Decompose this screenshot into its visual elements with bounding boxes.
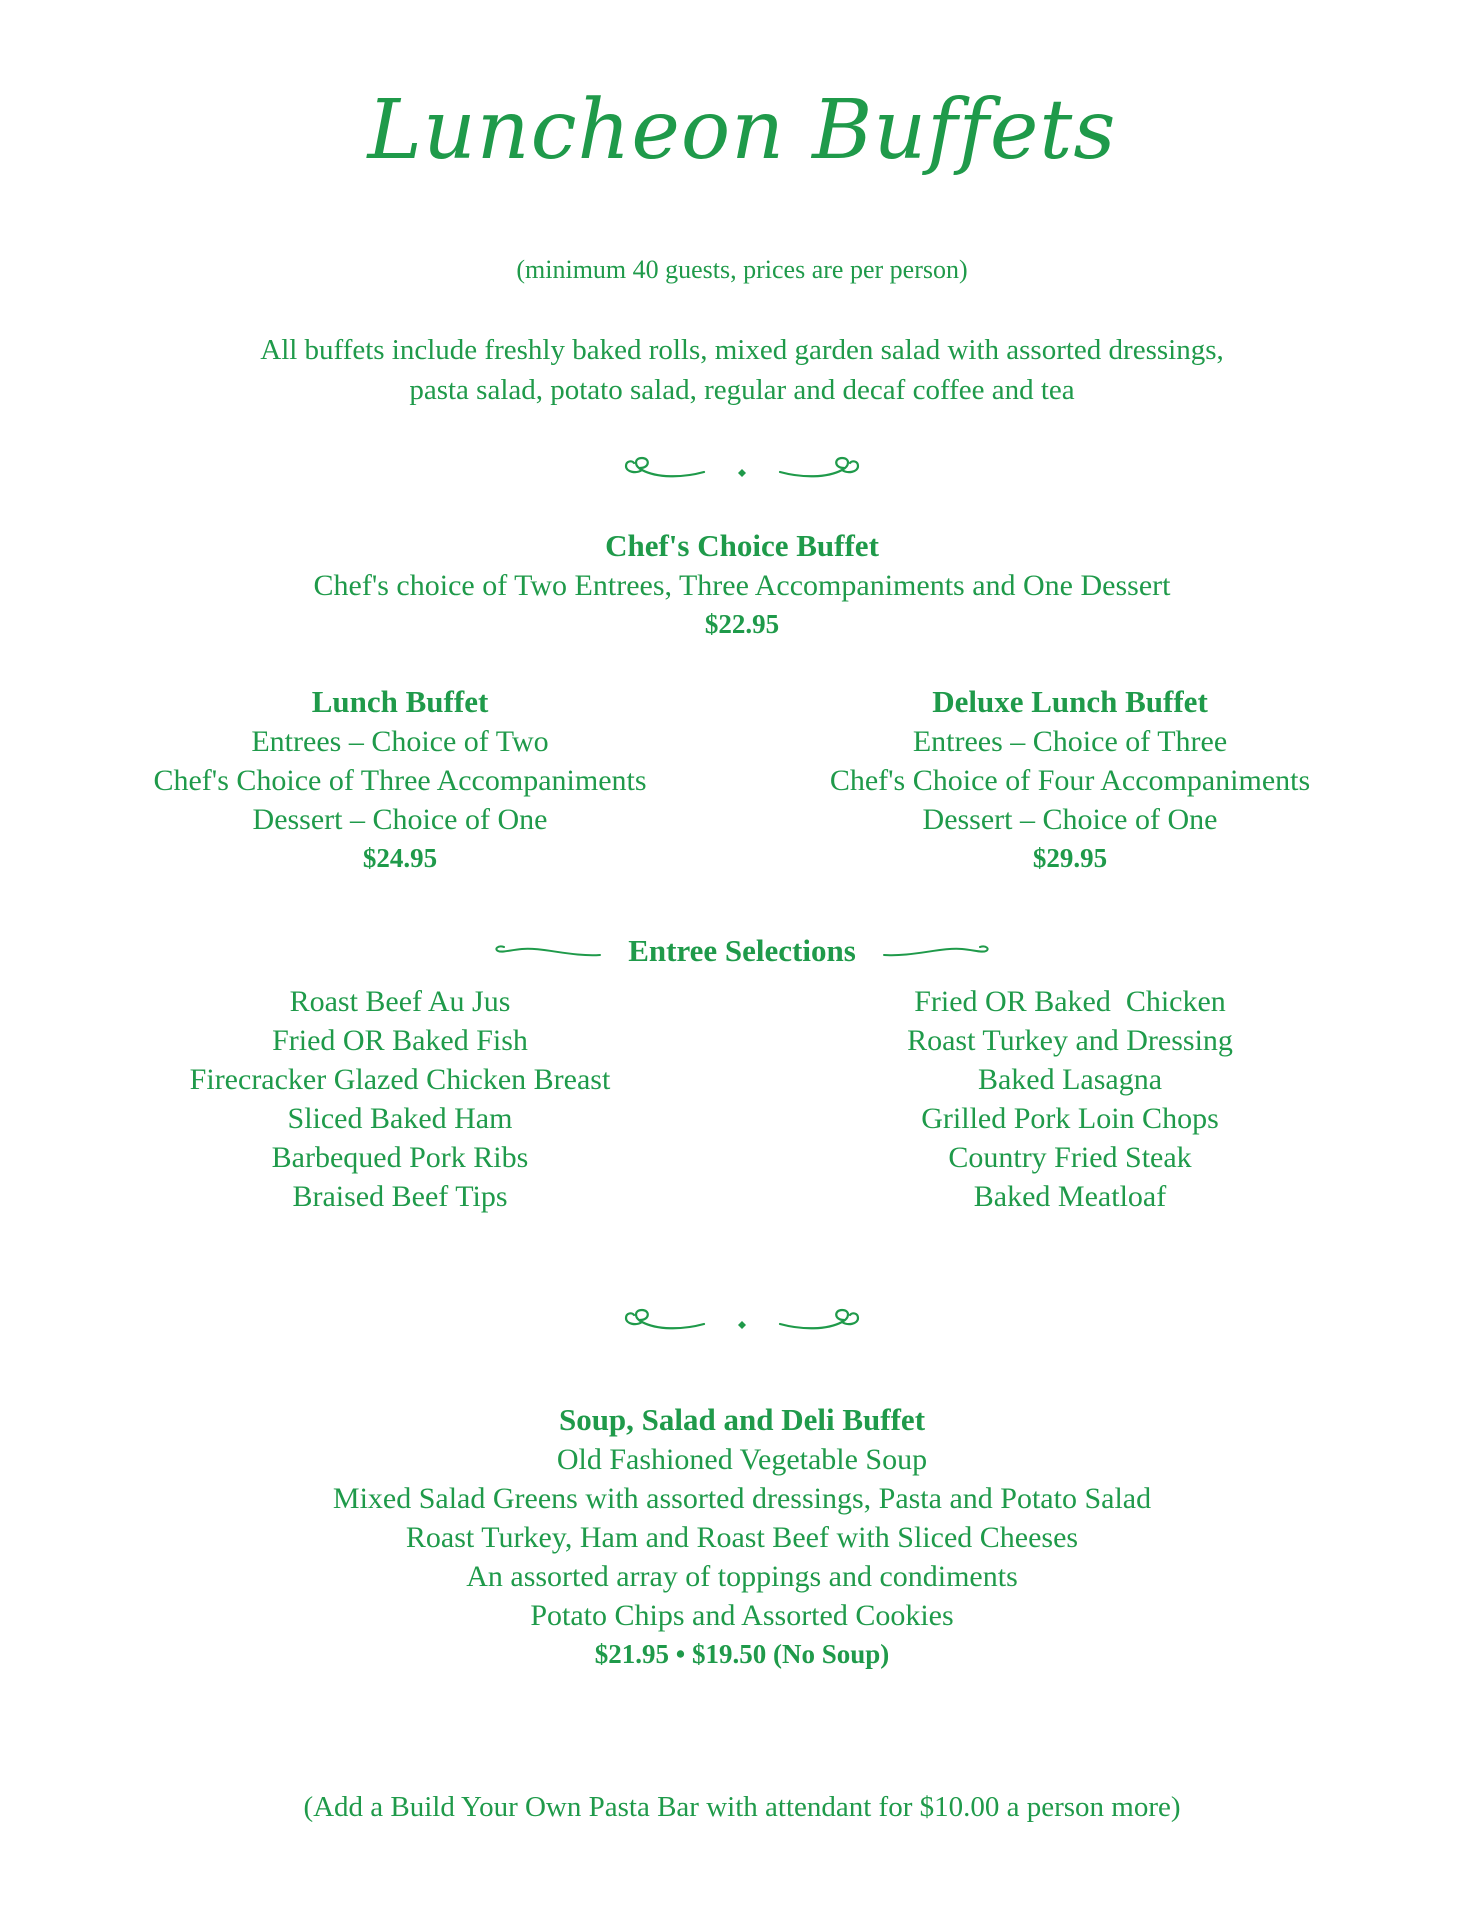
entree-item: Fried OR Baked Chicken [914, 985, 1226, 1018]
right-swash-icon [882, 939, 992, 963]
intro-line: pasta salad, potato salad, regular and decaf coffee and tea [409, 374, 1075, 406]
footer-note: (Add a Build Your Own Pasta Bar with attendant for $10.00 a person more) [303, 1791, 1181, 1823]
entree-item: Firecracker Glazed Chicken Breast [189, 1063, 611, 1096]
lunch-buffet-line: Dessert – Choice of One [252, 803, 548, 836]
entree-item: Roast Beef Au Jus [289, 985, 511, 1018]
deluxe-buffet-section [780, 682, 1360, 878]
deluxe-buffet-line: Chef's Choice of Four Accompaniments [829, 764, 1311, 797]
deluxe-buffet-title: Deluxe Lunch Buffet [932, 684, 1208, 719]
left-swash-icon [492, 939, 602, 963]
deli-buffet-price: $21.95 • $19.50 (No Soup) [594, 1639, 890, 1669]
flourish-icon [612, 448, 872, 488]
entree-list-right [780, 982, 1360, 1216]
entree-item: Grilled Pork Loin Chops [921, 1102, 1219, 1135]
intro-line: All buffets include freshly baked rolls, mixed garden salad with assorted dressings, [260, 334, 1224, 366]
chefs-choice-description: Chef's choice of Two Entrees, Three Accompaniments and One Dessert [313, 569, 1171, 602]
entree-item: Country Fried Steak [948, 1141, 1192, 1174]
entree-item: Sliced Baked Ham [287, 1102, 513, 1135]
chefs-choice-price: $22.95 [704, 609, 780, 639]
deli-buffet-line: Mixed Salad Greens with assorted dressings, Pasta and Potato Salad [332, 1482, 1152, 1515]
deli-buffet-section [0, 1400, 1484, 1674]
deli-buffet-line: Potato Chips and Assorted Cookies [530, 1599, 954, 1632]
intro-text [0, 330, 1484, 410]
deli-buffet-title: Soup, Salad and Deli Buffet [558, 1402, 926, 1437]
deluxe-buffet-line: Dessert – Choice of One [922, 803, 1218, 836]
entree-item: Braised Beef Tips [292, 1180, 508, 1213]
subtitle: (minimum 40 guests, prices are per person) [516, 255, 968, 284]
chefs-choice-section [0, 526, 1484, 644]
lunch-buffet-price: $24.95 [362, 843, 438, 873]
deli-buffet-line: An assorted array of toppings and condiments [466, 1560, 1018, 1593]
lunch-buffet-line: Entrees – Choice of Two [251, 725, 549, 758]
lunch-buffet-title: Lunch Buffet [311, 684, 489, 719]
ornament-divider [0, 448, 1484, 488]
chefs-choice-title: Chef's Choice Buffet [605, 528, 879, 563]
entree-item: Baked Lasagna [977, 1063, 1163, 1096]
entree-item: Fried OR Baked Fish [272, 1024, 528, 1057]
entree-selections-heading [0, 928, 1484, 971]
ornament-divider [0, 1300, 1484, 1340]
deli-buffet-line: Roast Turkey, Ham and Roast Beef with Sliced Cheeses [405, 1521, 1079, 1554]
entree-item: Roast Turkey and Dressing [907, 1024, 1233, 1057]
entree-list-left [110, 982, 690, 1216]
deluxe-buffet-line: Entrees – Choice of Three [912, 725, 1228, 758]
page-title: Luncheon Buffets [367, 83, 1117, 178]
entree-item: Barbequed Pork Ribs [271, 1141, 529, 1174]
lunch-buffet-line: Chef's Choice of Three Accompaniments [153, 764, 647, 797]
entree-item: Baked Meatloaf [973, 1180, 1167, 1213]
deli-buffet-line: Old Fashioned Vegetable Soup [556, 1443, 928, 1476]
lunch-buffet-section [110, 682, 690, 878]
flourish-icon [612, 1300, 872, 1340]
entree-selections-title: Entree Selections [628, 932, 856, 968]
deluxe-buffet-price: $29.95 [1032, 843, 1108, 873]
